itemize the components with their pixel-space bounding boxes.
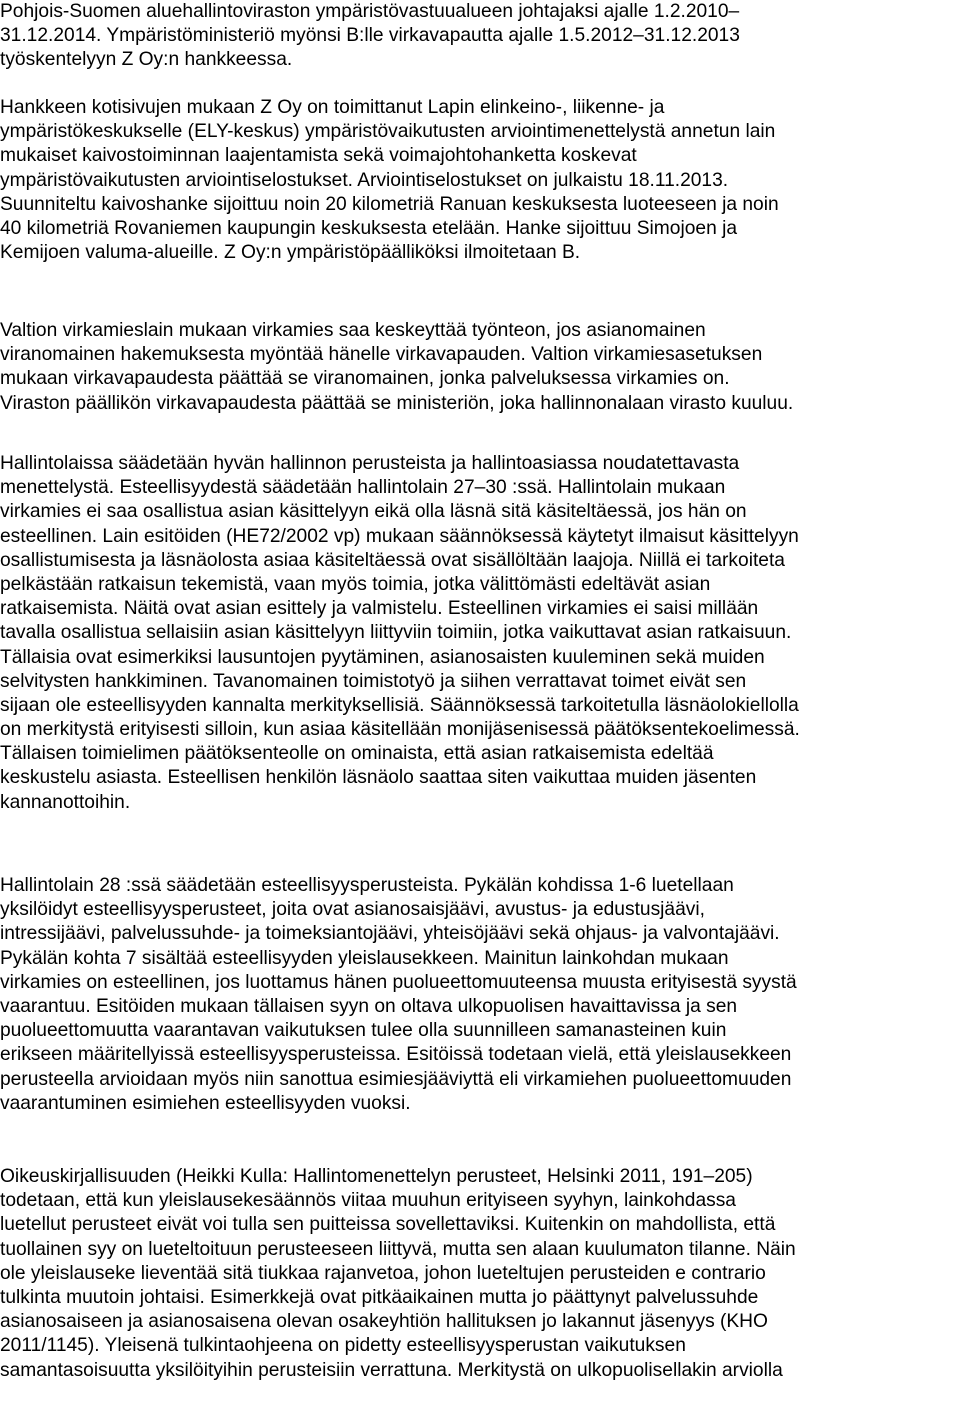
text-line: perusteella arvioidaan myös niin sanottua esimiesjääviyttä eli virkamiehen puolueettomuuden: [0, 1068, 792, 1090]
text-line: kannanottoihin.: [0, 791, 131, 813]
text-line: menettelystä. Esteellisyydestä säädetään hallintolain 27–30 :ssä. Hallintolain mukaan: [0, 477, 726, 499]
text-line: Valtion virkamieslain mukaan virkamies saa keskeyttää työnteon, jos asianomainen: [0, 320, 706, 341]
text-line: esteellinen. Lain esitöiden (HE72/2002 vp) mukaan säännöksessä käytetyt ilmaisut käsittelyyn: [0, 525, 799, 547]
text-line: vaarantuminen esimiehen esteellisyyden vuoksi.: [0, 1092, 411, 1114]
paragraph-project-homepage: [0, 96, 960, 265]
text-line: osallistumisesta ja läsnäolosta asiaa käsiteltäessä ovat sisällöltään laajoja. Niillä ei tarkoiteta: [0, 549, 785, 571]
text-line: Pohjois-Suomen aluehallintoviraston ympäristövastuualueen johtajaksi ajalle 1.2.2010–: [0, 1, 740, 22]
text-line: tavalla osallistua sellaisiin asian käsittelyyn liittyviin toimiin, jotka vaikuttavat asian ratkaisuun.: [0, 622, 792, 644]
text-line: Pykälän kohta 7 sisältää esteellisyyden yleislausekkeen. Mainitun lainkohdan mukaan: [0, 947, 729, 969]
text-line: Hallintolaissa säädetään hyvän hallinnon perusteista ja hallintoasiassa noudatettavasta: [0, 453, 740, 474]
text-line: asianosaiseen ja asianosaisena olevan osakeyhtiön hallituksen jo lakannut jäsenyys (KHO: [0, 1311, 768, 1333]
text-line: puolueettomuutta vaarantavan vaikutuksen tulee olla suunnilleen samanasteinen kuin: [0, 1020, 727, 1042]
text-line: 2011/1145). Yleisenä tulkintaohjeena on pidetty esteellisyysperustan vaikutuksen: [0, 1335, 686, 1357]
paragraph-administrative-procedure-act: [0, 452, 960, 815]
text-line: samantasoisuutta yksilöityihin perusteisiin verrattuna. Merkitystä on ulkopuolisellakin arviolla: [0, 1359, 783, 1381]
text-line: intressijäävi, palvelussuhde- ja toimeksiantojäävi, yhteisöjäävi sekä ohjaus- ja valvontajäävi.: [0, 923, 780, 945]
text-line: erikseen määritellyissä esteellisyysperusteissa. Esitöissä todetaan vielä, että yleislausekkeen: [0, 1044, 792, 1066]
text-line: pelkästään ratkaisun tekemistä, vaan myös toimia, jotka välittömästi edeltävät asian: [0, 573, 711, 595]
paragraph-section-28: [0, 874, 960, 1116]
text-line: selvitysten hankkiminen. Tavanomainen toimistotyö ja siihen verrattavat toimet eivät sen: [0, 670, 747, 692]
text-line: sijaan ole esteellisyyden kannalta merkityksellisiä. Säännöksessä tarkoitetulla läsnäolokiellolla: [0, 694, 799, 716]
text-line: mukaiset kaivostoiminnan laajentamista sekä voimajohtohanketta koskevat: [0, 145, 637, 167]
text-line: 31.12.2014. Ympäristöministeriö myönsi B:lle virkavapautta ajalle 1.5.2012–31.12.2013: [0, 25, 740, 47]
text-line: vaarantuu. Esitöiden mukaan tällaisen syyn on oltava ulkopuolisen havaittavissa ja sen: [0, 995, 738, 1017]
text-line: mukaan virkavapaudesta päättää se viranomainen, jonka palveluksessa virkamies on.: [0, 368, 730, 390]
paragraph-legal-literature: [0, 1165, 960, 1383]
text-line: luetellut perusteet eivät voi tulla sen puitteissa sovellettaviksi. Kuitenkin on mahdollista, että: [0, 1214, 776, 1236]
text-line: ole yleislauseke lieventää sitä tiukkaa rajanvetoa, johon lueteltujen perusteiden e contrario: [0, 1262, 766, 1284]
text-line: Hankkeen kotisivujen mukaan Z Oy on toimittanut Lapin elinkeino-, liikenne- ja: [0, 97, 665, 118]
text-line: Tällaisen toimielimen päätöksenteolle on ominaista, että asian ratkaisemista edeltää: [0, 743, 714, 765]
text-line: Suunniteltu kaivoshanke sijoittuu noin 20 kilometriä Ranuan keskuksesta luoteeseen ja noin: [0, 193, 779, 215]
text-line: virkamies ei saa osallistua asian käsittelyyn eikä olla läsnä sitä käsiteltäessä, jos hän on: [0, 501, 747, 523]
text-line: Hallintolain 28 :ssä säädetään esteellisyysperusteista. Pykälän kohdissa 1-6 luetellaan: [0, 875, 734, 896]
text-line: Tällaisia ovat esimerkiksi lausuntojen pyytäminen, asianosaisten kuuleminen sekä muiden: [0, 646, 765, 668]
text-line: ratkaisemista. Näitä ovat asian esittely ja valmistelu. Esteellinen virkamies ei saisi millään: [0, 598, 759, 620]
text-line: työskentelyyn Z Oy:n hankkeessa.: [0, 49, 293, 71]
text-line: tulkinta muutoin johtaisi. Esimerkkejä ovat pitkäaikainen mutta jo päättynyt palvelussuhde: [0, 1286, 759, 1308]
text-line: Viraston päällikön virkavapaudesta päättää se ministeriön, joka hallinnonalaan virasto kuuluu.: [0, 392, 794, 414]
paragraph-appointment: [0, 0, 960, 73]
text-line: keskustelu asiasta. Esteellisen henkilön läsnäolo saattaa siten vaikuttaa muiden jäsenten: [0, 767, 757, 789]
text-line: Oikeuskirjallisuuden (Heikki Kulla: Hallintomenettelyn perusteet, Helsinki 2011, 191–205): [0, 1166, 753, 1187]
text-line: ympäristökeskukselle (ELY-keskus) ympäristövaikutusten arviointimenettelystä annetun lain: [0, 121, 776, 143]
text-line: todetaan, että kun yleislausekesäännös viitaa muuhun erityiseen syyhyn, lainkohdassa: [0, 1190, 736, 1212]
text-line: tuollainen syy on lueteltoituun perusteeseen liittyvä, mutta sen alaan kuulumaton tilanne. Näin: [0, 1238, 796, 1260]
text-line: virkamies on esteellinen, jos luottamus hänen puolueettomuuteensa muusta erityisestä syystä: [0, 971, 797, 993]
text-line: yksilöidyt esteellisyysperusteet, joita ovat asianosaisjäävi, avustus- ja edustusjäävi,: [0, 899, 705, 921]
text-line: viranomainen hakemuksesta myöntää hänelle virkavapauden. Valtion virkamiesasetuksen: [0, 344, 763, 366]
text-line: on merkitystä erityisesti silloin, kun asiaa käsitellään monijäsenisessä päätöksentekoelimessä.: [0, 719, 800, 741]
paragraph-civil-service-act: [0, 319, 960, 416]
text-line: ympäristövaikutusten arviointiselostukset. Arviointiselostukset on julkaistu 18.11.2013.: [0, 169, 729, 191]
text-line: 40 kilometriä Rovaniemen kaupungin keskuksesta etelään. Hanke sijoittuu Simojoen ja: [0, 217, 738, 239]
text-line: Kemijoen valuma-alueille. Z Oy:n ympäristöpäälliköksi ilmoitetaan B.: [0, 242, 581, 264]
